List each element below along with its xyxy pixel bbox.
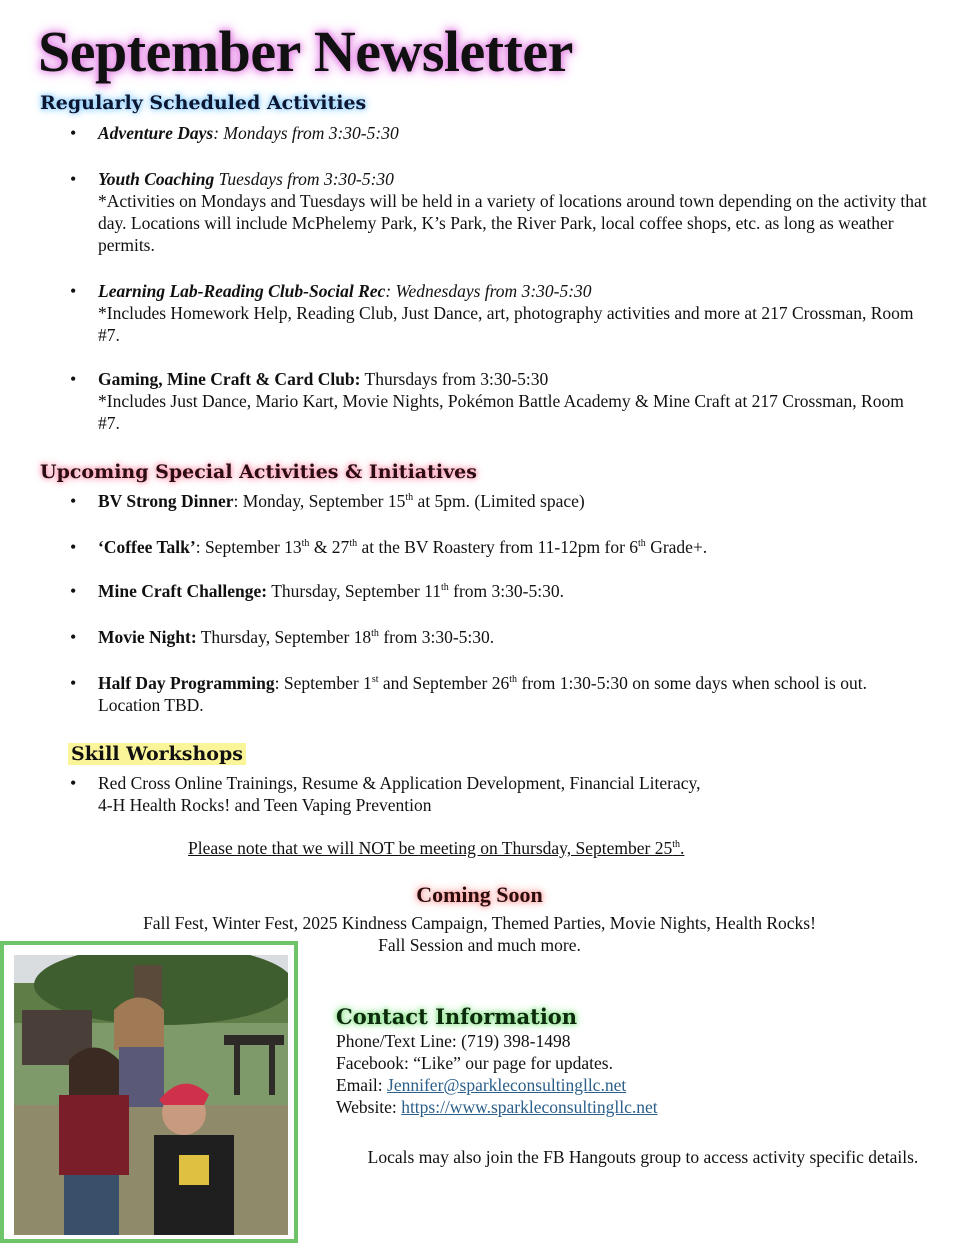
list-item: • Mine Craft Challenge: Thursday, September 11th from 3:30-5:30. [98, 580, 928, 602]
list-item: • ‘Coffee Talk’: September 13th & 27th at the BV Roastery from 11-12pm for 6th Grade+. [98, 536, 928, 558]
phone-line: Phone/Text Line: (719) 398-1498 [336, 1031, 571, 1051]
list-item: • Gaming, Mine Craft & Card Club: Thursdays from 3:30-5:30 *Includes Just Dance, Mario Kart, Movie Nights, Pokémon Battle Academy & Mine Craft at 217 Crossman, Room #7. [98, 368, 928, 434]
meeting-notice: Please note that we will NOT be meeting on Thursday, September 25th. [188, 838, 685, 858]
list-item: • Youth Coaching Tuesdays from 3:30-5:30 *Activities on Mondays and Tuesdays will be held in a variety of locations around town depending on the activity that day. Locations will include McPhelemy Park, K’s Park, the River Park, local coffee shops, etc. as long as weather permits. [98, 168, 928, 256]
list-item: • BV Strong Dinner: Monday, September 15th at 5pm. (Limited space) [98, 490, 928, 512]
list-item: • Learning Lab-Reading Club-Social Rec: Wednesdays from 3:30-5:30 *Includes Homework Help, Reading Club, Just Dance, art, photography activities and more at 217 Crossman, Room #7. [98, 280, 928, 346]
contact-info [336, 1006, 658, 1118]
list-item: • Adventure Days: Mondays from 3:30-5:30 [98, 122, 928, 144]
special-activities-heading: Upcoming Special Activities & Initiatives [40, 461, 477, 483]
email-line: Email: Jennifer@sparkleconsultingllc.net [336, 1075, 627, 1095]
contact-heading: Contact Information [336, 1004, 578, 1029]
email-link[interactable]: Jennifer@sparkleconsultingllc.net [387, 1075, 627, 1095]
photo-frame [0, 941, 298, 1243]
coming-soon-heading: Coming Soon [416, 882, 543, 907]
website-line: Website: https://www.sparkleconsultingllc.net [336, 1097, 658, 1117]
list-item: • Movie Night: Thursday, September 18th from 3:30-5:30. [98, 626, 928, 648]
website-link[interactable]: https://www.sparkleconsultingllc.net [401, 1097, 658, 1117]
facebook-line: Facebook: “Like” our page for updates. [336, 1053, 613, 1073]
coming-soon-text: Fall Fest, Winter Fest, 2025 Kindness Campaign, Themed Parties, Movie Nights, Health Rocks! Fall Session and much more. [143, 913, 816, 955]
locals-note: Locals may also join the FB Hangouts group to access activity specific details. [367, 1147, 919, 1167]
kids-photo [14, 955, 288, 1235]
skill-workshops-heading: Skill Workshops [68, 743, 246, 765]
list-item: • Red Cross Online Trainings, Resume & Application Development, Financial Literacy, 4-H Health Rocks! and Teen Vaping Prevention [98, 772, 928, 816]
newsletter-title: September Newsletter [38, 19, 573, 84]
list-item: • Half Day Programming: September 1st and September 26th from 1:30-5:30 on some days when school is out. Location TBD. [98, 672, 928, 716]
regular-activities-heading: Regularly Scheduled Activities [40, 92, 367, 114]
